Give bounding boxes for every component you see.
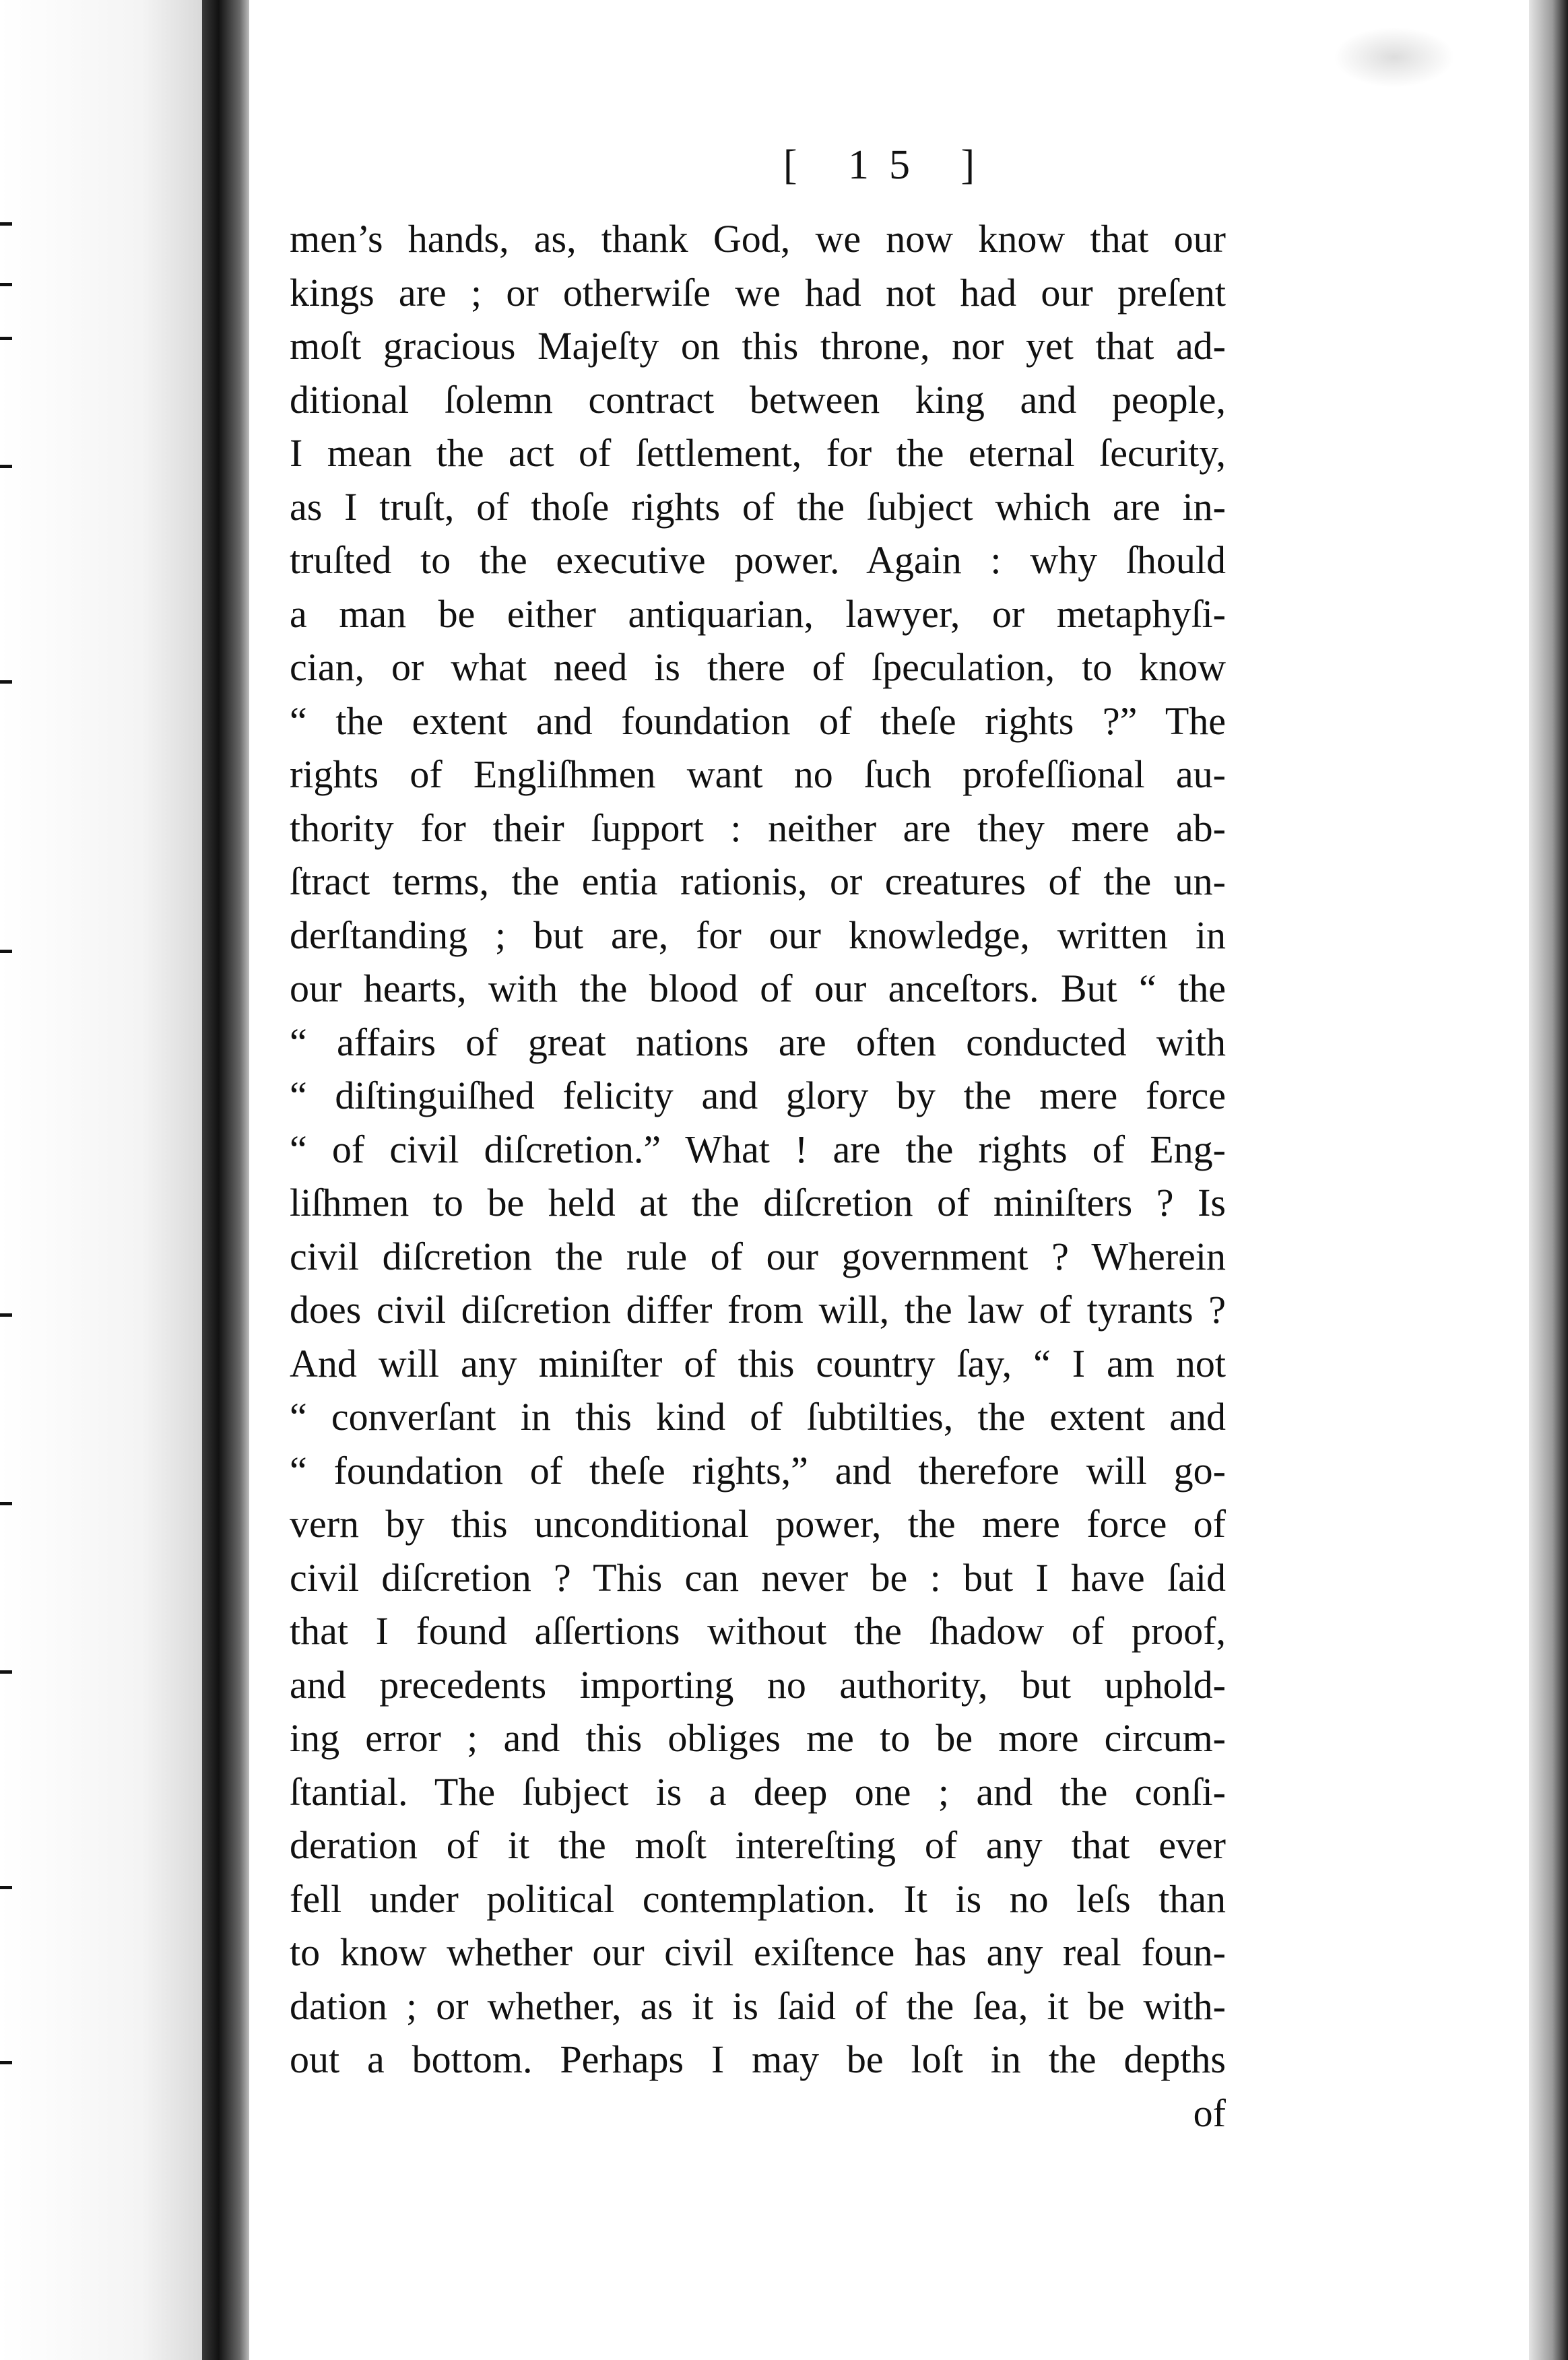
left-page-margin [0,0,202,2360]
text-line: “ foundation of theſe rights,” and therefore will go- [290,1448,1226,1493]
paper-smudge [1334,27,1455,88]
text-line: moſt gracious Majeſty on this throne, nor yet that ad- [290,324,1226,368]
text-line: that I found aſſertions without the ſhadow of proof, [290,1609,1226,1653]
text-line: liſhmen to be held at the diſcretion of miniſters ? Is [290,1181,1226,1224]
margin-mark [0,337,12,340]
right-page-edge [1529,0,1568,2360]
margin-mark [0,283,12,286]
text-line: and precedents importing no authority, but uphold- [290,1662,1226,1707]
text-line: truſted to the executive power. Again : why ſhould [290,538,1226,582]
margin-mark [0,680,12,684]
text-line: vern by this unconditional power, the mere force of [290,1502,1226,1546]
margin-mark [0,2061,12,2064]
margin-mark [0,950,12,953]
margin-mark [0,222,12,226]
text-line: as I truſt, of thoſe rights of the ſubject which are in- [290,484,1226,529]
text-line: deration of it the moſt intereſting of any that ever [290,1823,1226,1867]
text-line: men’s hands, as, thank God, we now know that our [290,217,1226,261]
text-line: thority for their ſupport : neither are they mere ab- [290,806,1226,850]
text-line: And will any miniſter of this country ſay, “ I am not [290,1341,1226,1385]
text-line: “ of civil diſcretion.” What ! are the rights of Eng- [290,1127,1226,1171]
text-line: ditional ſolemn contract between king and people, [290,377,1226,422]
text-line: “ diſtinguiſhed felicity and glory by the mere force [290,1074,1226,1117]
catchword: of [1193,2091,1226,2135]
book-spine [202,0,249,2360]
page-number: [ 15 ] [783,142,995,188]
text-line: rights of Engliſhmen want no ſuch profeſſional au- [290,752,1226,796]
text-line: does civil diſcretion differ from will, the law of tyrants ? [290,1288,1226,1332]
text-line: ſtantial. The ſubject is a deep one ; and the conſi- [290,1769,1226,1814]
text-line: “ converſant in this kind of ſubtilties, the extent and [290,1395,1226,1439]
margin-mark [0,1313,12,1317]
text-line: ing error ; and this obliges me to be more circum- [290,1716,1226,1760]
text-line: a man be either antiquarian, lawyer, or metaphyſi- [290,591,1226,636]
body-text [290,212,1226,2140]
text-line: civil diſcretion the rule of our government ? Wherein [290,1234,1226,1278]
text-line: civil diſcretion ? This can never be : but I have ſaid [290,1555,1226,1600]
text-line: ſtract terms, the entia rationis, or creatures of the un- [290,859,1226,903]
text-line: to know whether our civil exiſtence has any real foun- [290,1930,1226,1974]
text-line: “ the extent and foundation of theſe rights ?” The [290,698,1226,743]
text-line: kings are ; or otherwiſe we had not had our preſent [290,270,1226,315]
text-line: fell under political contemplation. It is no leſs than [290,1876,1226,1921]
text-line: derſtanding ; but are, for our knowledge, written in [290,913,1226,957]
text-line: I mean the act of ſettlement, for the eternal ſecurity, [290,431,1226,475]
text-line: out a bottom. Perhaps I may be loſt in the depths [290,2037,1226,2081]
margin-mark [0,1670,12,1674]
margin-mark [0,465,12,468]
text-line: “ affairs of great nations are often conducted with [290,1020,1226,1064]
text-line: cian, or what need is there of ſpeculation, to know [290,645,1226,689]
margin-mark [0,1502,12,1505]
text-line: our hearts, with the blood of our anceſtors. But “ the [290,966,1226,1010]
text-line: dation ; or whether, as it is ſaid of the ſea, it be with- [290,1984,1226,2028]
margin-mark [0,1886,12,1889]
